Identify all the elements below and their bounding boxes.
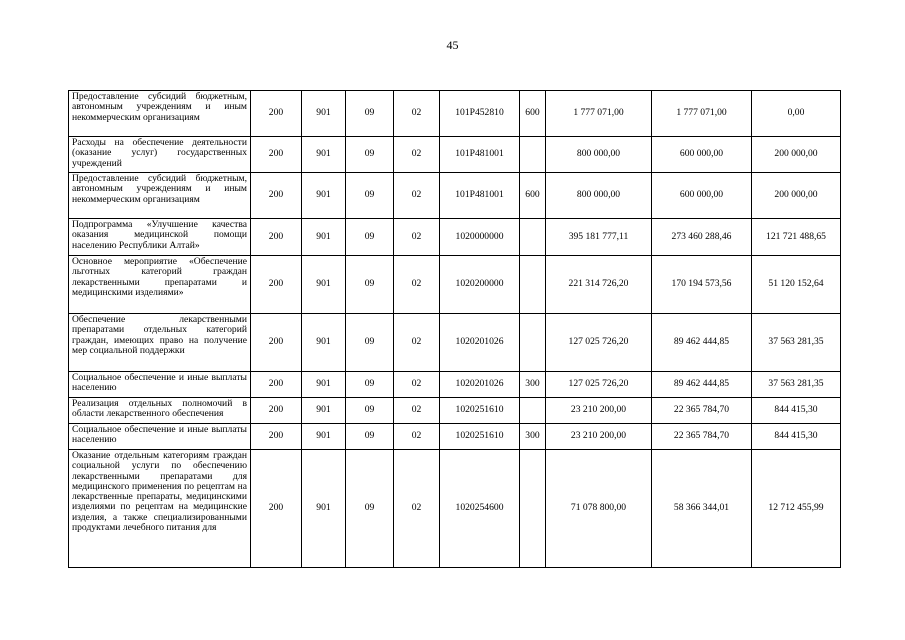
expense-type-code-cell: 600 xyxy=(520,91,546,137)
expense-type-code-cell: 300 xyxy=(520,424,546,450)
table-row xyxy=(69,256,841,314)
section-code-cell: 09 xyxy=(346,372,394,398)
subsection-code-cell: 02 xyxy=(394,91,440,137)
table-row xyxy=(69,219,841,256)
subsection-code-cell: 02 xyxy=(394,137,440,173)
expense-name-cell: Подпрограмма «Улучшение качества оказания медицинской помощи населению Республики Алтай» xyxy=(69,219,251,256)
total-amount-cell: 800 000,00 xyxy=(546,137,652,173)
section-code-cell: 09 xyxy=(346,450,394,568)
amount-one-cell: 273 460 288,46 xyxy=(652,219,752,256)
expense-name-cell: Социальное обеспечение и иные выплаты населению xyxy=(69,424,251,450)
target-article-code-cell: 1020201026 xyxy=(440,372,520,398)
target-article-code-cell: 1020000000 xyxy=(440,219,520,256)
subsection-code-cell: 02 xyxy=(394,372,440,398)
total-amount-cell: 221 314 726,20 xyxy=(546,256,652,314)
expense-type-code-cell xyxy=(520,219,546,256)
grbs-cell: 200 xyxy=(251,173,302,219)
amount-two-cell: 12 712 455,99 xyxy=(752,450,841,568)
table-row xyxy=(69,424,841,450)
section-code-cell: 09 xyxy=(346,398,394,424)
expense-type-code-cell xyxy=(520,398,546,424)
expense-type-code-cell xyxy=(520,137,546,173)
amount-one-cell: 600 000,00 xyxy=(652,173,752,219)
amount-two-cell: 51 120 152,64 xyxy=(752,256,841,314)
amount-two-cell: 200 000,00 xyxy=(752,173,841,219)
grbs-cell: 200 xyxy=(251,372,302,398)
grbs-cell: 200 xyxy=(251,256,302,314)
amount-two-cell: 844 415,30 xyxy=(752,398,841,424)
grbs-cell: 200 xyxy=(251,424,302,450)
total-amount-cell: 127 025 726,20 xyxy=(546,372,652,398)
subsection-code-cell: 02 xyxy=(394,314,440,372)
amount-two-cell: 0,00 xyxy=(752,91,841,137)
expense-name-cell: Основное мероприятие «Обеспечение льготных категорий граждан лекарственными препаратами и медицинскими изделиями» xyxy=(69,256,251,314)
grbs-cell: 200 xyxy=(251,450,302,568)
amount-one-cell: 170 194 573,56 xyxy=(652,256,752,314)
expense-type-code-cell: 600 xyxy=(520,173,546,219)
department-code-cell: 901 xyxy=(302,372,346,398)
amount-two-cell: 200 000,00 xyxy=(752,137,841,173)
department-code-cell: 901 xyxy=(302,450,346,568)
table-row xyxy=(69,91,841,137)
total-amount-cell: 800 000,00 xyxy=(546,173,652,219)
expense-type-code-cell: 300 xyxy=(520,372,546,398)
section-code-cell: 09 xyxy=(346,424,394,450)
total-amount-cell: 395 181 777,11 xyxy=(546,219,652,256)
department-code-cell: 901 xyxy=(302,91,346,137)
department-code-cell: 901 xyxy=(302,256,346,314)
grbs-cell: 200 xyxy=(251,398,302,424)
amount-one-cell: 89 462 444,85 xyxy=(652,372,752,398)
subsection-code-cell: 02 xyxy=(394,398,440,424)
grbs-cell: 200 xyxy=(251,314,302,372)
grbs-cell: 200 xyxy=(251,137,302,173)
amount-two-cell: 121 721 488,65 xyxy=(752,219,841,256)
department-code-cell: 901 xyxy=(302,219,346,256)
expense-name-cell: Обеспечение лекарственными препаратами отдельных категорий граждан, имеющих право на получение мер социальной поддержки xyxy=(69,314,251,372)
section-code-cell: 09 xyxy=(346,219,394,256)
section-code-cell: 09 xyxy=(346,173,394,219)
amount-one-cell: 89 462 444,85 xyxy=(652,314,752,372)
amount-one-cell: 22 365 784,70 xyxy=(652,398,752,424)
department-code-cell: 901 xyxy=(302,398,346,424)
subsection-code-cell: 02 xyxy=(394,219,440,256)
amount-one-cell: 22 365 784,70 xyxy=(652,424,752,450)
department-code-cell: 901 xyxy=(302,314,346,372)
total-amount-cell: 23 210 200,00 xyxy=(546,398,652,424)
department-code-cell: 901 xyxy=(302,424,346,450)
target-article-code-cell: 101P452810 xyxy=(440,91,520,137)
department-code-cell: 901 xyxy=(302,137,346,173)
subsection-code-cell: 02 xyxy=(394,450,440,568)
section-code-cell: 09 xyxy=(346,137,394,173)
total-amount-cell: 23 210 200,00 xyxy=(546,424,652,450)
budget-table xyxy=(68,90,841,568)
total-amount-cell: 1 777 071,00 xyxy=(546,91,652,137)
table-row xyxy=(69,450,841,568)
amount-two-cell: 37 563 281,35 xyxy=(752,372,841,398)
expense-type-code-cell xyxy=(520,256,546,314)
subsection-code-cell: 02 xyxy=(394,256,440,314)
subsection-code-cell: 02 xyxy=(394,173,440,219)
expense-name-cell: Оказание отдельным категориям граждан социальной услуги по обеспечению лекарственными препаратами для медицинского применения по рецептам на лекарственные препараты, медицинскими изделиями по рецептам на медицинские изделия, а также специализированными продуктами лечебного питания для xyxy=(69,450,251,568)
section-code-cell: 09 xyxy=(346,314,394,372)
target-article-code-cell: 101P481001 xyxy=(440,173,520,219)
target-article-code-cell: 1020251610 xyxy=(440,424,520,450)
total-amount-cell: 127 025 726,20 xyxy=(546,314,652,372)
target-article-code-cell: 1020201026 xyxy=(440,314,520,372)
table-row xyxy=(69,173,841,219)
target-article-code-cell: 1020254600 xyxy=(440,450,520,568)
expense-name-cell: Расходы на обеспечение деятельности (оказание услуг) государственных учреждений xyxy=(69,137,251,173)
total-amount-cell: 71 078 800,00 xyxy=(546,450,652,568)
target-article-code-cell: 101P481001 xyxy=(440,137,520,173)
expense-type-code-cell xyxy=(520,450,546,568)
target-article-code-cell: 1020251610 xyxy=(440,398,520,424)
table-row xyxy=(69,372,841,398)
page-number: 45 xyxy=(446,38,459,52)
section-code-cell: 09 xyxy=(346,256,394,314)
grbs-cell: 200 xyxy=(251,91,302,137)
budget-table-body xyxy=(69,91,841,568)
department-code-cell: 901 xyxy=(302,173,346,219)
amount-one-cell: 58 366 344,01 xyxy=(652,450,752,568)
expense-name-cell: Предоставление субсидий бюджетным, автономным учреждениям и иным некоммерческим организациям xyxy=(69,173,251,219)
expense-name-cell: Социальное обеспечение и иные выплаты населению xyxy=(69,372,251,398)
table-row xyxy=(69,398,841,424)
table-row xyxy=(69,314,841,372)
table-row xyxy=(69,137,841,173)
expense-type-code-cell xyxy=(520,314,546,372)
section-code-cell: 09 xyxy=(346,91,394,137)
amount-two-cell: 844 415,30 xyxy=(752,424,841,450)
amount-one-cell: 600 000,00 xyxy=(652,137,752,173)
grbs-cell: 200 xyxy=(251,219,302,256)
expense-name-cell: Реализация отдельных полномочий в области лекарственного обеспечения xyxy=(69,398,251,424)
expense-name-cell: Предоставление субсидий бюджетным, автономным учреждениям и иным некоммерческим организациям xyxy=(69,91,251,137)
subsection-code-cell: 02 xyxy=(394,424,440,450)
target-article-code-cell: 1020200000 xyxy=(440,256,520,314)
amount-two-cell: 37 563 281,35 xyxy=(752,314,841,372)
amount-one-cell: 1 777 071,00 xyxy=(652,91,752,137)
